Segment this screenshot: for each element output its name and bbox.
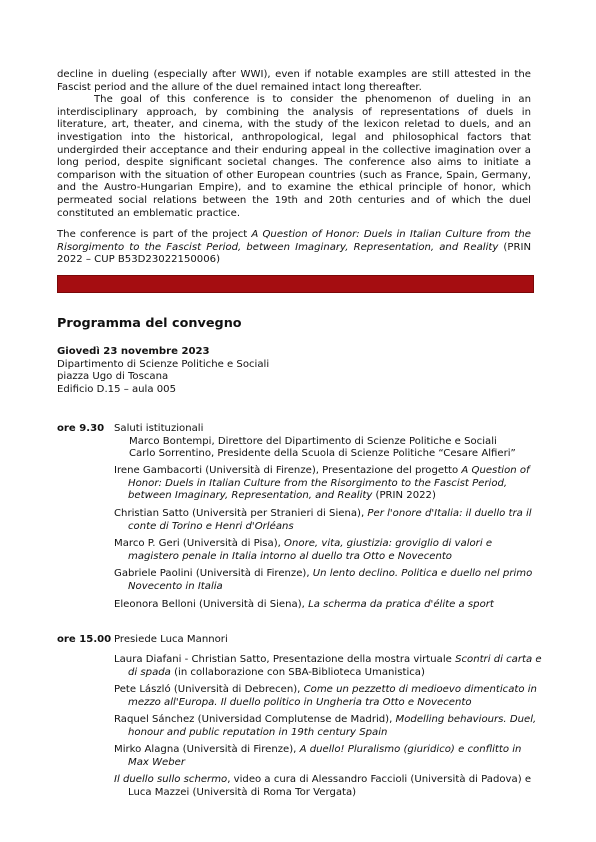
talk-item (114, 508, 544, 533)
talk-item (114, 714, 544, 739)
talk-speaker: Mirko Alagna (Università di Firenze), (114, 744, 300, 755)
conference-date: Giovedì 23 novembre 2023 (57, 346, 210, 357)
venue-line: Edificio D.15 – aula 005 (57, 383, 177, 395)
talk-speaker: Eleonora Belloni (Università di Siena), (114, 599, 309, 610)
venue-line: Dipartimento di Scienze Politiche e Sociali (57, 358, 270, 370)
project-prefix: The conference is part of the project (57, 229, 252, 240)
talk-speaker: Marco P. Geri (Università di Pisa), (114, 538, 285, 549)
session-lead: Presiede Luca Mannori (114, 634, 228, 645)
talk-item (114, 599, 546, 612)
section-divider-bar (57, 275, 534, 293)
project-title: A Question of Honor: Duels in Italian Culture from the Risorgimento to the Fascist Period, between Imaginary, Representation, and Reality (57, 229, 531, 253)
project-suffix: (PRIN 2022 – CUP B53D23022150006) (57, 241, 531, 266)
greeting-line: Marco Bontempi, Direttore del Dipartimento di Scienze Politiche e Sociali (129, 435, 497, 447)
talk-speaker: Gabriele Paolini (Università di Firenze), (114, 568, 313, 579)
talk-speaker: Pete László (Università di Debrecen), (114, 684, 304, 695)
talk-title: A duello! Pluralismo (giuridico) e conflitto in Max Weber (128, 744, 522, 768)
talk-title: Come un pezzetto di medioevo dimenticato in mezzo all'Europa. Il duello politico in Ungheria tra Otto e Novecento (128, 684, 537, 708)
talk-title: Scontri di carta e di spada (128, 654, 542, 678)
intro-paragraph-2: The goal of this conference is to consider the phenomenon of dueling in an interdisciplinary approach, by combining the analysis of representations of duels in literature, art, theater, and cinema, with the study of the lexicon reletad to duels, and an investigation into the historical, anthropological, legal and philosophical factors that undergirded their acceptance and their enduring appeal in the collective imagination over a long period, despite significant societal changes. The conference also aims to initiate a comparison with the situation of other European countries (such as France, Spain, Germany, and the Austro-Hungarian Empire), and to examine the ethical principle of honor, which permeated social relations between the 19th and 20th centuries and of which the duel constituted an emblematic practice. (57, 94, 531, 219)
session-time: ore 15.00 (57, 634, 112, 645)
greeting-line: Carlo Sorrentino, Presidente della Scuola di Scienze Politiche “Cesare Alfieri” (129, 448, 516, 460)
talk-title: Per l'onore d'Italia: il duello tra il conte di Torino e Henri d'Orléans (128, 508, 532, 532)
talk-title: A Question of Honor: Duels in Italian Culture from the Risorgimento to the Fascist Period, between Imaginary, Representation, and Reality (128, 465, 530, 502)
talk-tail: , video a cura di Alessandro Faccioli (Università di Padova) e Luca Mazzei (Università di Roma Tor Vergata) (128, 774, 532, 798)
intro-paragraph-1: decline in dueling (especially after WWI), even if notable examples are still attested in the Fascist period and the allure of the duel remained intact long thereafter. (57, 69, 531, 93)
project-note (57, 229, 531, 267)
talk-item (114, 654, 544, 679)
talk-item (114, 744, 544, 769)
talk-item (114, 538, 544, 563)
talk-speaker: Christian Satto (Università per Stranieri di Siena), (114, 508, 368, 519)
session-time: ore 9.30 (57, 423, 105, 434)
talk-speaker: Irene Gambacorti (Università di Firenze), Presentazione del progetto (114, 465, 462, 476)
talk-item (114, 774, 546, 799)
talk-item (114, 568, 544, 593)
talk-title: Onore, vita, giustizia: groviglio di valori e magistero penale in Italia intorno al duello tra Otto e Novecento (128, 538, 493, 562)
talk-tail: (in collaborazione con SBA-Biblioteca Umanistica) (170, 666, 425, 678)
talk-item (114, 465, 544, 503)
talk-title: Il duello sullo schermo (114, 774, 228, 785)
talk-title: Un lento declino. Politica e duello nel primo Novecento in Italia (128, 568, 533, 592)
talk-tail: (PRIN 2022) (372, 490, 436, 502)
venue-block (57, 346, 269, 396)
talk-title: Modelling behaviours. Duel, honour and public reputation in 19th century Spain (128, 714, 537, 738)
talk-speaker: Laura Diafani - Christian Satto, Presentazione della mostra virtuale (114, 654, 456, 665)
talk-title: La scherma da pratica d'élite a sport (308, 599, 494, 610)
programme-heading: Programma del convegno (57, 316, 242, 331)
venue-line: piazza Ugo di Toscana (57, 371, 169, 383)
talk-item (114, 684, 544, 709)
intro-text (57, 69, 531, 220)
session-lead: Saluti istituzionali (114, 423, 204, 434)
talk-speaker: Raquel Sánchez (Universidad Complutense de Madrid), (114, 714, 396, 725)
